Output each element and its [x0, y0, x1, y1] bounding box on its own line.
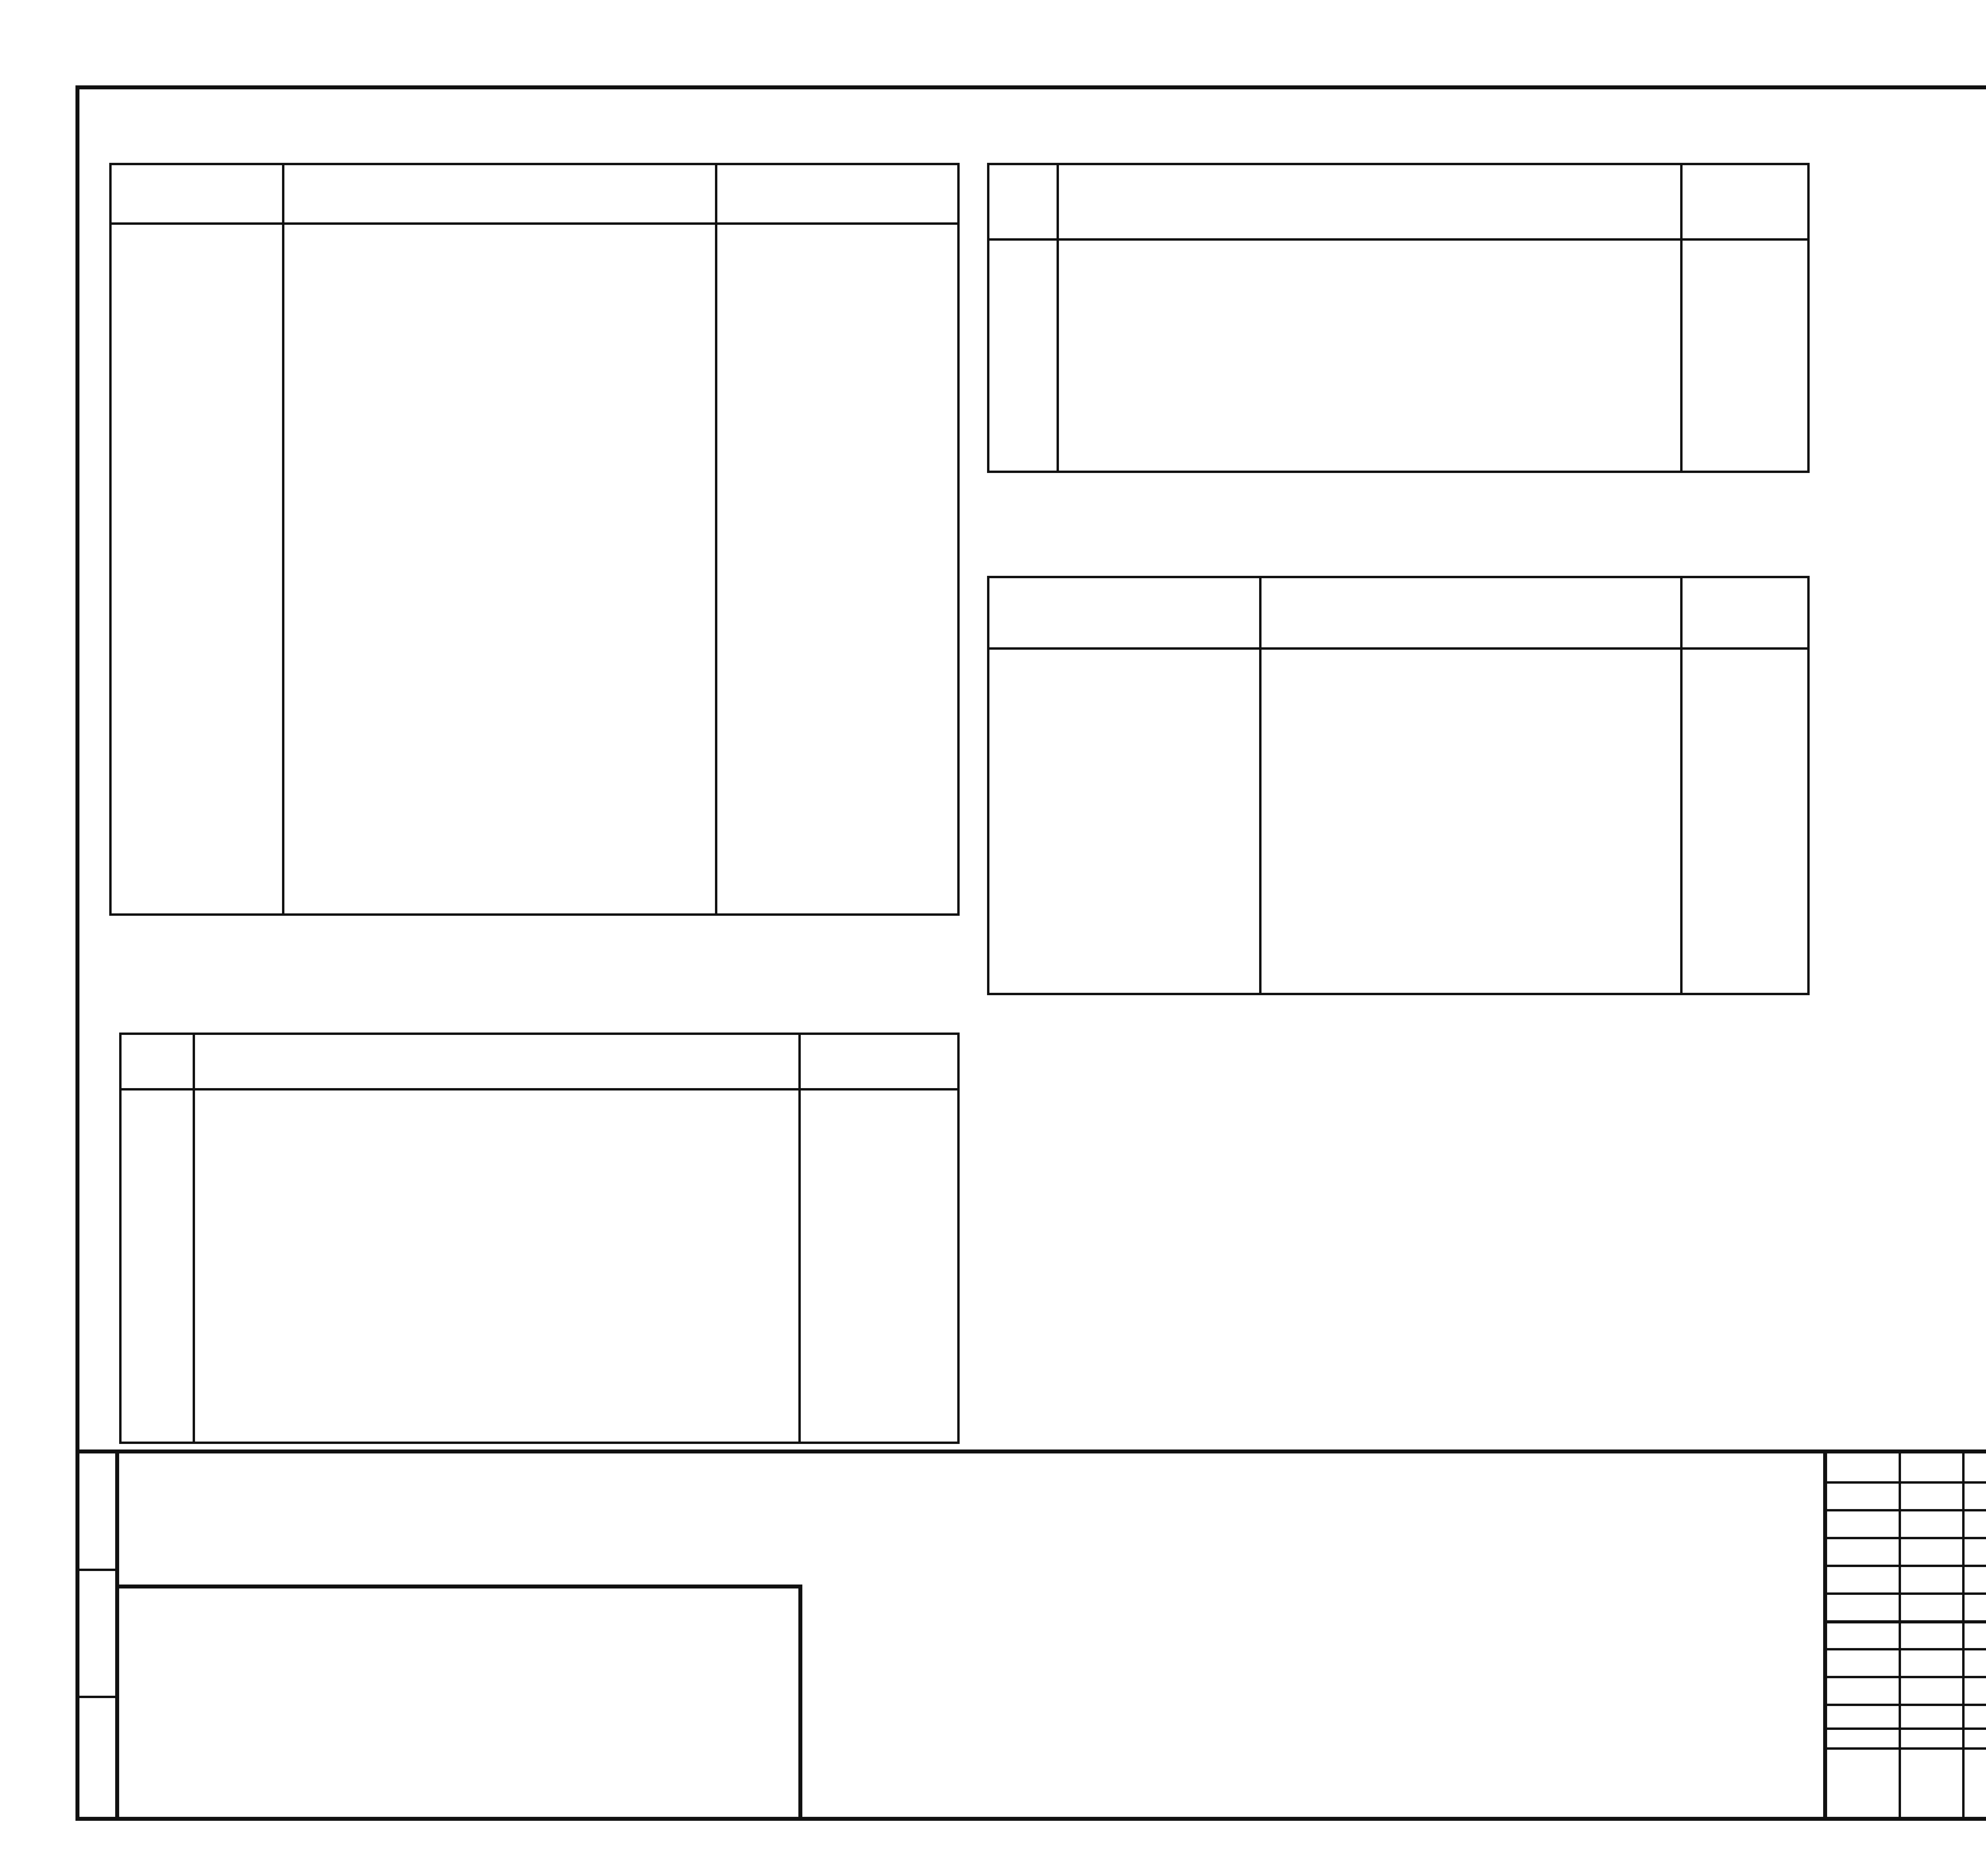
main-sets-codes — [110, 224, 283, 915]
col-header — [194, 1034, 800, 1089]
tx-end-sheets — [988, 239, 1058, 472]
stamp-divider — [75, 1696, 115, 1698]
main-sets-table — [109, 163, 960, 916]
tx-start-sheets — [120, 1089, 194, 1443]
ref-docs-table — [987, 576, 1810, 995]
main-sets-names — [283, 224, 716, 915]
col-header — [120, 1034, 194, 1089]
title-block — [1823, 1449, 1986, 1821]
col-header — [988, 577, 1260, 648]
ref-docs-names — [1260, 648, 1681, 994]
col-header — [1260, 577, 1681, 648]
col-header — [110, 164, 283, 224]
stamp-divider — [75, 1569, 115, 1571]
main-sets-notes — [716, 224, 958, 915]
tx-end-table — [987, 163, 1810, 473]
statement-box-right — [798, 1585, 802, 1821]
col-header — [283, 164, 716, 224]
divider-line — [115, 1449, 119, 1821]
signature-line — [183, 1779, 242, 1808]
ref-docs-codes — [988, 648, 1260, 994]
col-header — [1058, 164, 1681, 239]
side-stamp — [75, 1449, 115, 1821]
tx-end-names — [1058, 239, 1681, 472]
tx-start-notes — [800, 1089, 958, 1443]
col-header — [1681, 164, 1808, 239]
col-header — [800, 1034, 958, 1089]
col-header — [1681, 577, 1808, 648]
divider-line — [75, 1449, 1823, 1453]
ref-docs-notes — [1681, 648, 1808, 994]
tx-start-names — [194, 1089, 800, 1443]
col-header — [716, 164, 958, 224]
statement-box-top — [119, 1585, 802, 1588]
tx-start-table — [119, 1033, 960, 1444]
col-header — [988, 164, 1058, 239]
tx-end-notes — [1681, 239, 1808, 472]
